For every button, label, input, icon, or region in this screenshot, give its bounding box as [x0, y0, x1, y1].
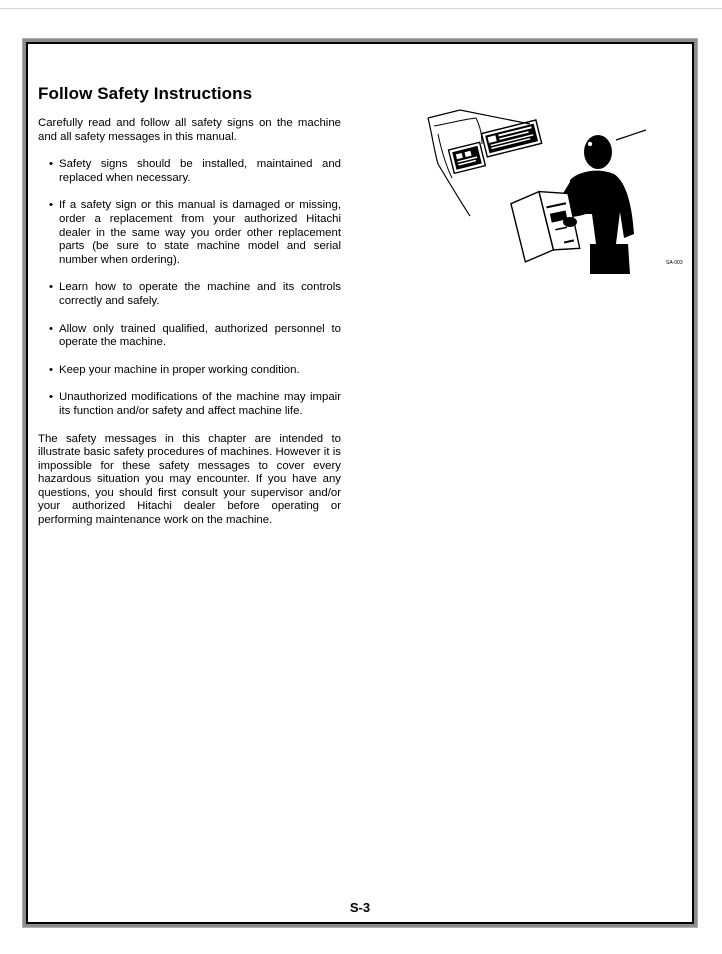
bullet-glyph: •: [49, 363, 53, 376]
bullet-glyph: •: [49, 158, 53, 171]
bullet-glyph: •: [49, 281, 53, 294]
list-item-text: Unauthorized modifications of the machine may impair its function and/or safety and affect machine life.: [59, 391, 341, 417]
list-item: [38, 281, 341, 308]
body-text: [38, 117, 341, 542]
list-item: [38, 158, 341, 185]
bullet-glyph: •: [49, 391, 53, 404]
page-number: S-3: [349, 900, 371, 915]
person-reading-manual-icon: [420, 104, 650, 274]
closing-paragraph: The safety messages in this chapter are intended to illustrate basic safety procedures of machines. However it is impossible for these safety messages to cover every hazardous situation you may encounter. If you have any questions, you should first consult your supervisor and/or your authorized Hitachi dealer before operating or performing maintenance work on the machine.: [38, 432, 341, 527]
page-content: [26, 42, 694, 924]
bullet-glyph: •: [49, 322, 53, 335]
figure-code: SA-003: [666, 260, 683, 266]
bullet-list: [38, 158, 341, 418]
section-title: Follow Safety Instructions: [38, 84, 253, 103]
list-item: [38, 199, 341, 267]
page-frame: [22, 38, 698, 928]
top-rule: [0, 8, 722, 9]
list-item-text: If a safety sign or this manual is damaged or missing, order a replacement from your authorized Hitachi dealer in the same way you order other replacement parts (be sure to state machine model and serial number when ordering).: [59, 199, 341, 266]
list-item-text: Allow only trained qualified, authorized personnel to operate the machine.: [59, 322, 341, 349]
list-item: [38, 323, 341, 350]
intro-paragraph: Carefully read and follow all safety signs on the machine and all safety messages in this manual.: [38, 117, 341, 143]
list-item: [38, 391, 341, 418]
bullet-glyph: •: [49, 199, 53, 212]
list-item-text: Safety signs should be installed, maintained and replaced when necessary.: [59, 158, 341, 184]
list-item-text: Keep your machine in proper working condition.: [59, 363, 300, 376]
list-item: [38, 364, 341, 378]
list-item-text: Learn how to operate the machine and its controls correctly and safely.: [59, 281, 341, 307]
